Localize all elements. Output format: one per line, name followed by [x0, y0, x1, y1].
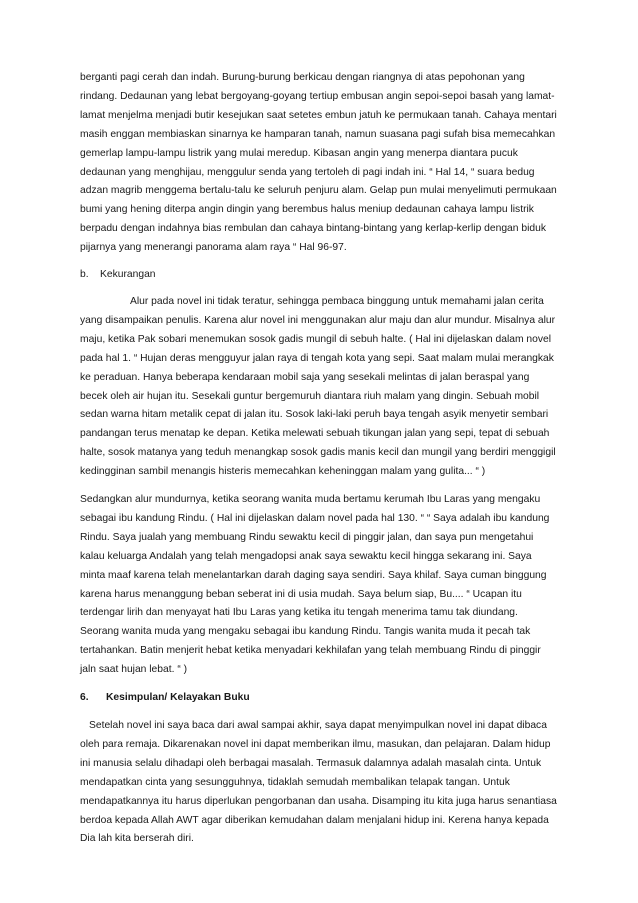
paragraph-plot-backward: Sedangkan alur mundurnya, ketika seorang wanita muda bertamu kerumah Ibu Laras yang mengaku sebagai ibu kandung Rindu. ( Hal ini dijelaskan dalam novel pada hal 130. “ “ Saya adalah ibu kandung Rindu. Saya jualah yang membuang Rindu sewaktu kecil di pinggir jalan, dan saya pun mengetahui kalau keluarga Andalah yang telah mengadopsi anak saya sewaktu kecil hingga sekarang ini. Saya minta maaf karena telah menelantarkan darah daging saya sendiri. Saya khilaf. Saya cuman binggung karena harus menanggung beban seberat ini di usia mudah. Saya belum siap, Bu.... “ Ucapan itu terdengar lirih dan menyayat hati Ibu Laras yang ketika itu tengah menerima tamu tak diundang. Seorang wanita muda yang mengaku sebagai ibu kandung Rindu. Tangis wanita muda it pecah tak tertahankan. Batin menjerit hebat ketika menyadari kekhilafan yang telah membuang Rindu di pinggir jaln saat hujan lebat. “ ) — [80, 494, 550, 676]
section-title: Kekurangan — [100, 269, 156, 281]
section-heading-kekurangan — [80, 266, 558, 285]
section-label: b. — [80, 269, 89, 281]
paragraph-plot-forward: Alur pada novel ini tidak teratur, sehingga pembaca binggung untuk memahami jalan cerita yang disampaikan penulis. Karena alur novel ini menggunakan alur maju dan alur mundur. Misalnya alur maju, ketika Pak sobari menemukan sosok gadis mungil di sebuh halte. ( Hal ini dijelaskan dalam novel pada hal 1. “ Hujan deras mengguyur jalan raya di tengah kota yang sepi. Saat malam mulai merangkak ke peraduan. Hanya beberapa kendaraan mobil saja yang sesekali melintas di jalan beraspal yang becek oleh air hujan itu. Sesekali guntur bergemuruh diantara riuh malam yang dingin. Sebuah mobil sedan warna hitam metalik cepat di jalan itu. Sosok laki-laki peruh baya tengah asyik menyetir sembari pandangan terus menatap ke depan. Ketika melewati sebuah tikungan jalan yang sepi, tepat di sebuah halte, sosok matanya yang teduh menangkap sosok gadis manis kecil dan mungil yang berdiri menggigil kedingginan sambil menangis histeris memecahkan keheninggan malam yang gulita... “ ) — [80, 295, 556, 478]
paragraph-conclusion: Setelah novel ini saya baca dari awal sampai akhir, saya dapat menyimpulkan novel ini dapat dibaca oleh para remaja. Dikarenakan novel ini dapat memberikan ilmu, masukan, dan pelajaran. Dalam hidup ini manusia selalu dihadapi oleh berbagai masalah. Termasuk dalamnya adalah masalah cinta. Untuk mendapatkan cinta yang sesungguhnya, tidaklah semudah membalikan telapak tangan. Untuk mendapatkannya itu harus diperlukan pengorbanan dan usaha. Disamping itu kita juga harus senantiasa berdoa kepada Allah AWT agar diberikan kemudahan dalam menjalani hidup ini. Kerena hanya kepada Dia lah kita berserah diri. — [80, 720, 557, 845]
section-heading-kesimpulan — [80, 689, 558, 708]
paragraph-strengths-quotes: berganti pagi cerah dan indah. Burung-burung berkicau dengan riangnya di atas pepohonan yang rindang. Dedaunan yang lebat bergoyang-goyang tertiup embusan angin sepoi-sepoi basah yang lamat-lamat menjelma menjadi butir kesejukan saat setetes embun jatuh ke permukaan tanah. Cahaya mentari masih enggan membiaskan sinarnya ke hamparan tanah, namun suasana pagi sufah bisa memecahkan gemerlap lampu-lampu listrik yang mulai meredup. Kibasan angin yang menerpa diantara pucuk dedaunan yang menghijau, menggulur senda yang tertoleh di pagi indah ini. “ Hal 14, “ suara bedug adzan magrib menggema bertalu-talu ke seluruh penjuru alam. Gelap pun mulai menyelimuti permukaan bumi yang hening diterpa angin dingin yang berembus halus meniup dedaunan cahaya lampu listrik berpadu dengan indahnya bias rembulan dan cahaya bintang-bintang yang kerlap-kerlip dengan biduk pijarnya yang menerangi panorama alam raya “ Hal 96-97. — [80, 72, 557, 254]
section-title: Kesimpulan/ Kelayakan Buku — [106, 692, 250, 704]
section-number: 6. — [80, 692, 89, 704]
page-content — [80, 69, 558, 849]
